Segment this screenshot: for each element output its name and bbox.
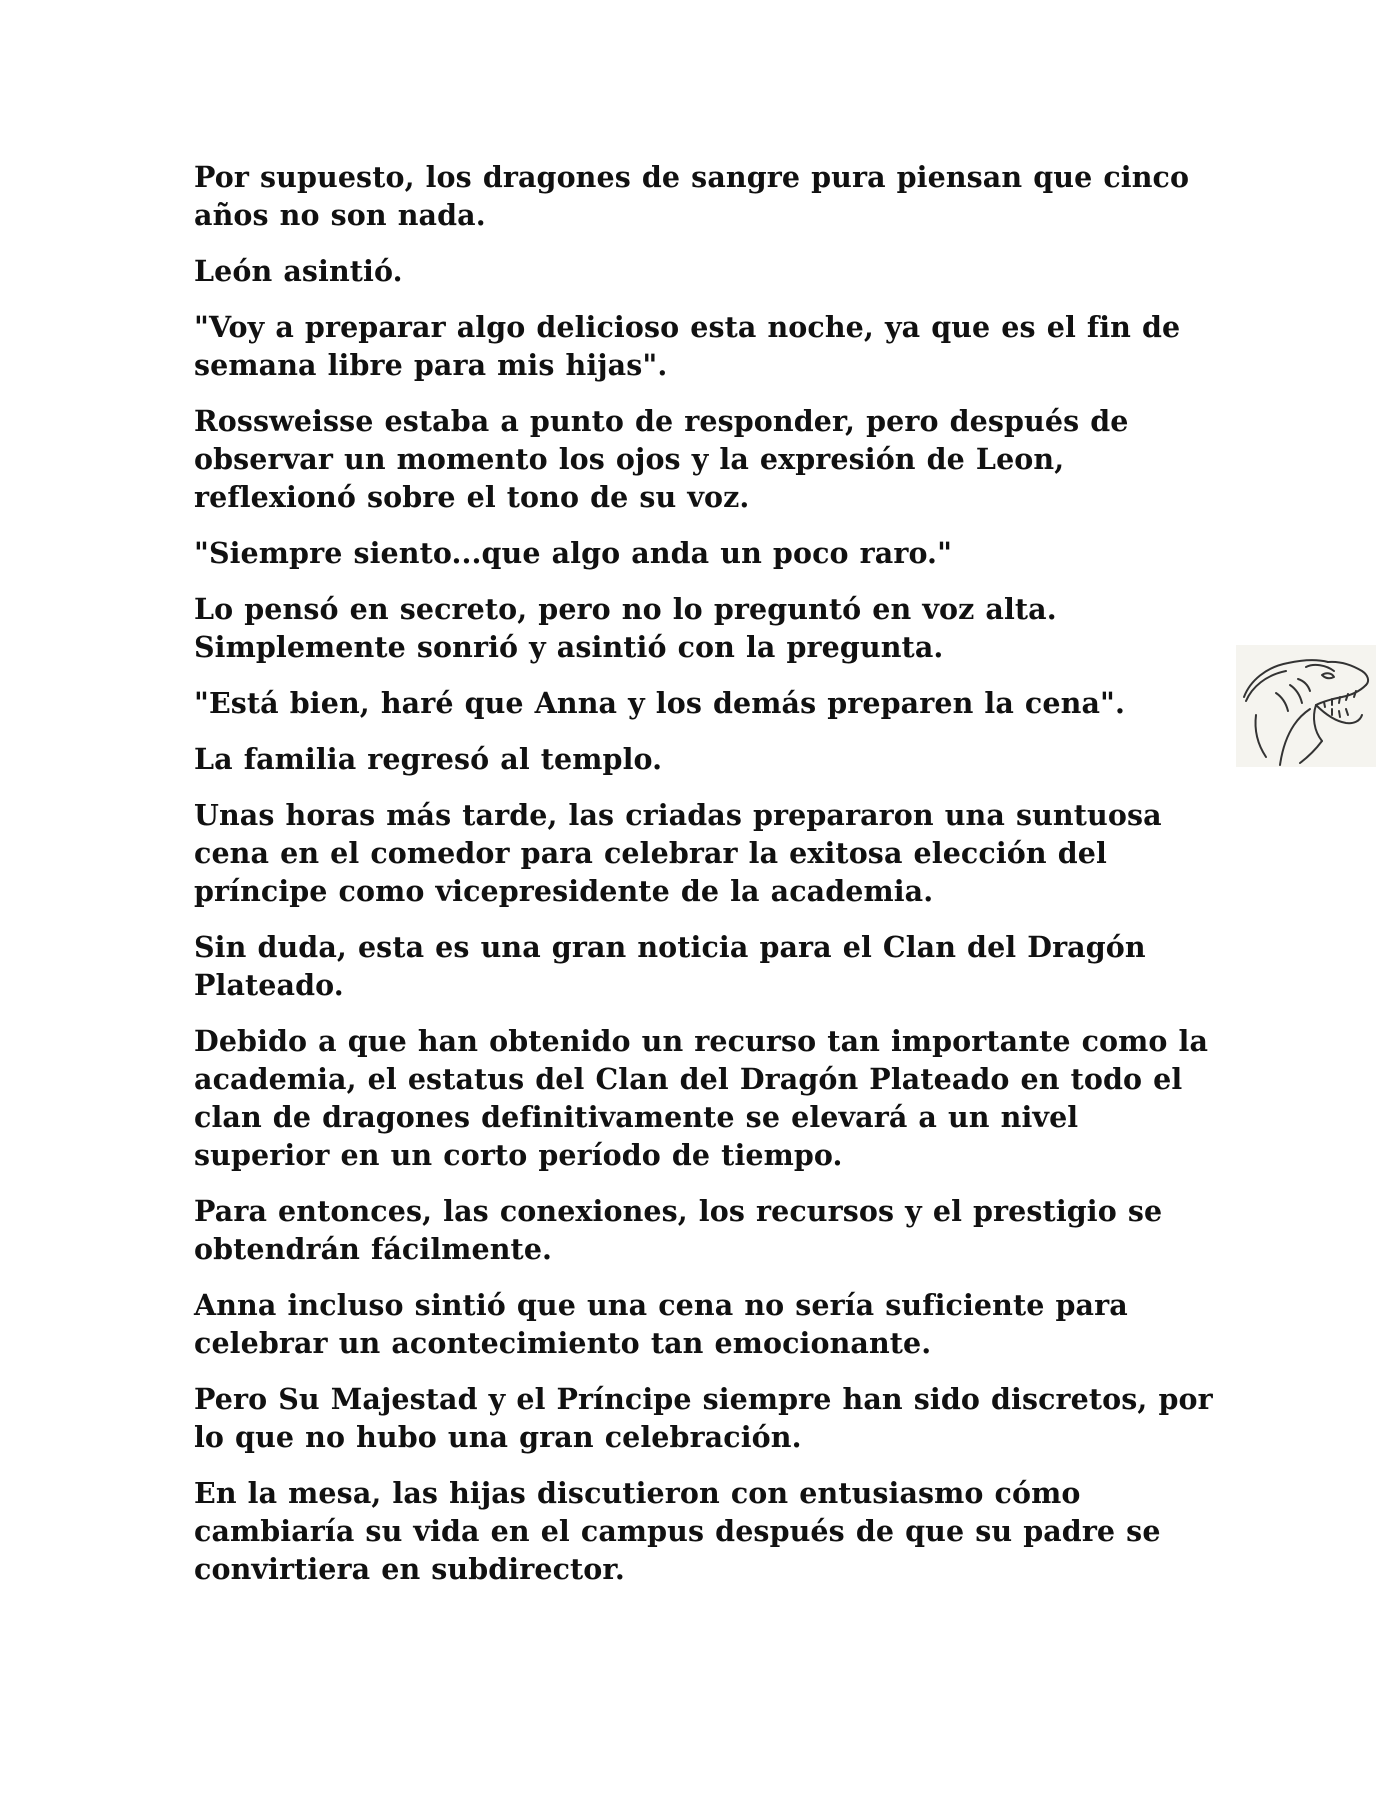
- dragon-head-sketch-icon: [1236, 645, 1376, 767]
- body-text: [194, 158, 1224, 1606]
- paragraph-5: "Siempre siento...que algo anda un poco raro.": [194, 536, 953, 570]
- paragraph-7: "Está bien, haré que Anna y los demás preparen la cena".: [194, 686, 1125, 720]
- paragraph-13: Anna incluso sintió que una cena no sería suficiente para celebrar un acontecimiento tan emocionante.: [194, 1288, 1128, 1360]
- dragon-head-sketch-icon-svg: [1236, 645, 1376, 767]
- paragraph-10: Sin duda, esta es una gran noticia para el Clan del Dragón Plateado.: [194, 930, 1146, 1002]
- paragraph-6: Lo pensó en secreto, pero no lo preguntó en voz alta. Simplemente sonrió y asintió con la pregunta.: [194, 592, 1057, 664]
- paragraph-9: Unas horas más tarde, las criadas prepararon una suntuosa cena en el comedor para celebrar la exitosa elección del príncipe como vicepresidente de la academia.: [194, 798, 1162, 908]
- paragraph-8: La familia regresó al templo.: [194, 742, 663, 776]
- paragraph-15: En la mesa, las hijas discutieron con entusiasmo cómo cambiaría su vida en el campus después de que su padre se convirtiera en subdirector.: [194, 1476, 1161, 1586]
- paragraph-1: Por supuesto, los dragones de sangre pura piensan que cinco años no son nada.: [194, 160, 1190, 232]
- paragraph-2: León asintió.: [194, 254, 403, 288]
- paragraph-11: Debido a que han obtenido un recurso tan importante como la academia, el estatus del Clan del Dragón Plateado en todo el clan de dragones definitivamente se elevará a un nivel superior en un corto período de tiempo.: [194, 1024, 1209, 1172]
- paragraph-12: Para entonces, las conexiones, los recursos y el prestigio se obtendrán fácilmente.: [194, 1194, 1163, 1266]
- paragraph-4: Rossweisse estaba a punto de responder, pero después de observar un momento los ojos y la expresión de Leon, reflexionó sobre el tono de su voz.: [194, 404, 1129, 514]
- paragraph-3: "Voy a preparar algo delicioso esta noche, ya que es el fin de semana libre para mis hijas".: [194, 310, 1181, 382]
- paragraph-14: Pero Su Majestad y el Príncipe siempre han sido discretos, por lo que no hubo una gran celebración.: [194, 1382, 1213, 1454]
